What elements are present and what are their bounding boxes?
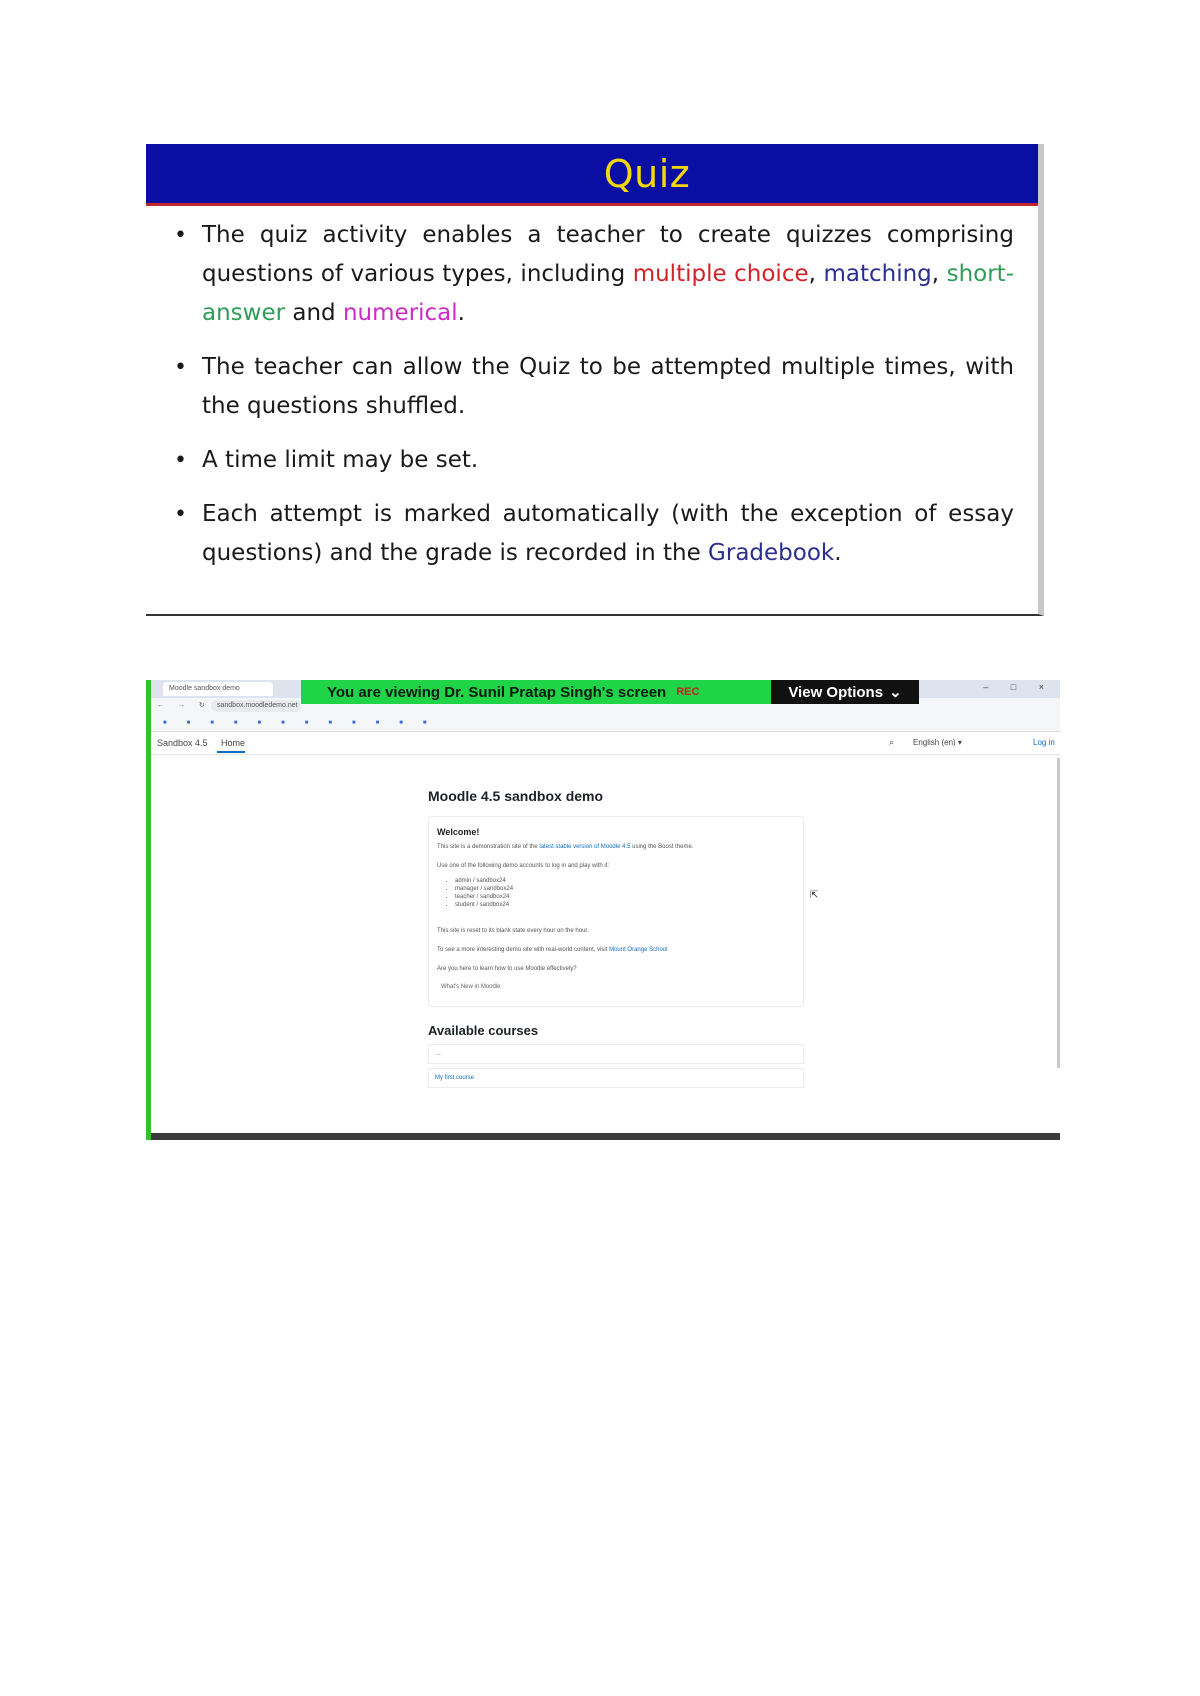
bookmark-item[interactable] [281, 720, 285, 726]
taskbar [151, 1133, 1060, 1140]
nav-home-link[interactable]: Home [221, 738, 246, 748]
list-item: • teacher / sandbox24 [455, 893, 795, 901]
mouse-cursor-icon: ⇱ [810, 890, 819, 901]
viewing-text: You are viewing Dr. Sunil Pratap Singh's screen [327, 683, 667, 701]
bookmark-item[interactable] [234, 720, 238, 726]
bookmark-item[interactable] [399, 720, 403, 726]
whats-new-button[interactable]: What's New in Moodle [441, 984, 501, 990]
reset-note: This site is reset to its blank state every hour on the hour. [437, 928, 589, 934]
search-icon[interactable]: ⌕ [889, 737, 895, 747]
course-search-box[interactable]: … [428, 1044, 804, 1064]
term-numerical: numerical [342, 300, 458, 326]
account-list [437, 877, 795, 909]
bullet-text: Each attempt is marked automatically (with the exception of essay questions) and the grade is recorded in the [202, 501, 1014, 566]
accounts-intro: Use one of the following demo accounts to log in and play with it: [437, 863, 610, 869]
intro-text-end: using the Boost theme. [630, 844, 694, 850]
stable-version-link[interactable]: latest stable version of Moodle 4.5 [539, 844, 631, 850]
bullet-quiz-activity [202, 216, 1014, 333]
bookmark-item[interactable] [305, 720, 309, 726]
welcome-card [428, 816, 804, 1007]
bookmark-item[interactable] [423, 720, 427, 726]
bullet-time-limit: • A time limit may be set. [202, 441, 1014, 480]
bookmark-item[interactable] [187, 720, 191, 726]
zoom-viewing-banner [301, 680, 771, 704]
slide-title: Quiz [603, 151, 691, 196]
active-tab-indicator [217, 751, 245, 753]
learn-line: Are you here to learn how to use Moodle effectively? [437, 966, 577, 972]
main-content [428, 788, 808, 1092]
term-short-answer: short-answer [202, 261, 1014, 326]
welcome-title: Welcome! [437, 827, 480, 837]
bullet-multiple-attempts: • The teacher can allow the Quiz to be attempted multiple times, with the questions shuffled. [202, 348, 1014, 426]
bullet-text: The quiz activity enables a teacher to create quizzes comprising questions of various types, including [202, 222, 1014, 287]
list-item: • student / sandbox24 [455, 901, 795, 909]
intro-line [437, 843, 795, 852]
separator: , [808, 261, 824, 287]
bookmark-item[interactable] [352, 720, 356, 726]
browser-tab[interactable]: Moodle sandbox demo [163, 682, 273, 696]
chevron-down-icon: ⌄ [889, 684, 902, 701]
page-title: Moodle 4.5 sandbox demo [428, 788, 604, 804]
list-item: • manager / sandbox24 [455, 885, 795, 893]
conjunction: and [285, 300, 343, 326]
bookmark-item[interactable] [258, 720, 262, 726]
address-bar[interactable]: sandbox.moodledemo.net [211, 700, 301, 712]
bullet-auto-marking [202, 495, 1014, 573]
language-menu[interactable]: English (en) ▾ [913, 738, 962, 747]
moodle-navbar [151, 732, 1060, 755]
term-multiple-choice: multiple choice [632, 261, 809, 287]
available-courses-heading: Available courses [428, 1023, 539, 1038]
window-controls[interactable]: – □ × [983, 682, 1054, 692]
bookmark-item[interactable] [328, 720, 332, 726]
intro-text: This site is a demonstration site of the [437, 844, 540, 850]
course-item[interactable]: My first course [428, 1068, 804, 1088]
view-options-button[interactable] [771, 680, 919, 704]
view-options-label: View Options [788, 683, 884, 701]
period: . [834, 540, 842, 566]
page-scrollbar[interactable] [1057, 758, 1060, 1068]
list-item: • admin / sandbox24 [455, 877, 795, 885]
term-matching: matching [823, 261, 932, 287]
more-demo-text: To see a more interesting demo site with real-world content, visit [437, 947, 610, 953]
term-gradebook: Gradebook [708, 540, 835, 566]
nav-arrows-icon[interactable]: ← → ↻ [157, 702, 211, 709]
zoom-screen-share [146, 680, 1060, 1140]
bookmarks-bar [151, 715, 1060, 732]
slide-header [146, 144, 1038, 206]
bookmark-item[interactable] [163, 720, 167, 726]
bookmark-item[interactable] [210, 720, 214, 726]
rec-indicator: REC [676, 686, 700, 698]
more-demo-line [437, 946, 795, 955]
site-brand[interactable]: Sandbox 4.5 [157, 738, 208, 748]
bullet-list [146, 206, 1038, 573]
mount-orange-link[interactable]: Mount Orange School [609, 947, 668, 953]
bookmark-item[interactable] [376, 720, 380, 726]
period: . [457, 300, 465, 326]
quiz-slide [146, 144, 1044, 616]
login-link[interactable]: Log in [1033, 738, 1055, 747]
separator: , [931, 261, 947, 287]
